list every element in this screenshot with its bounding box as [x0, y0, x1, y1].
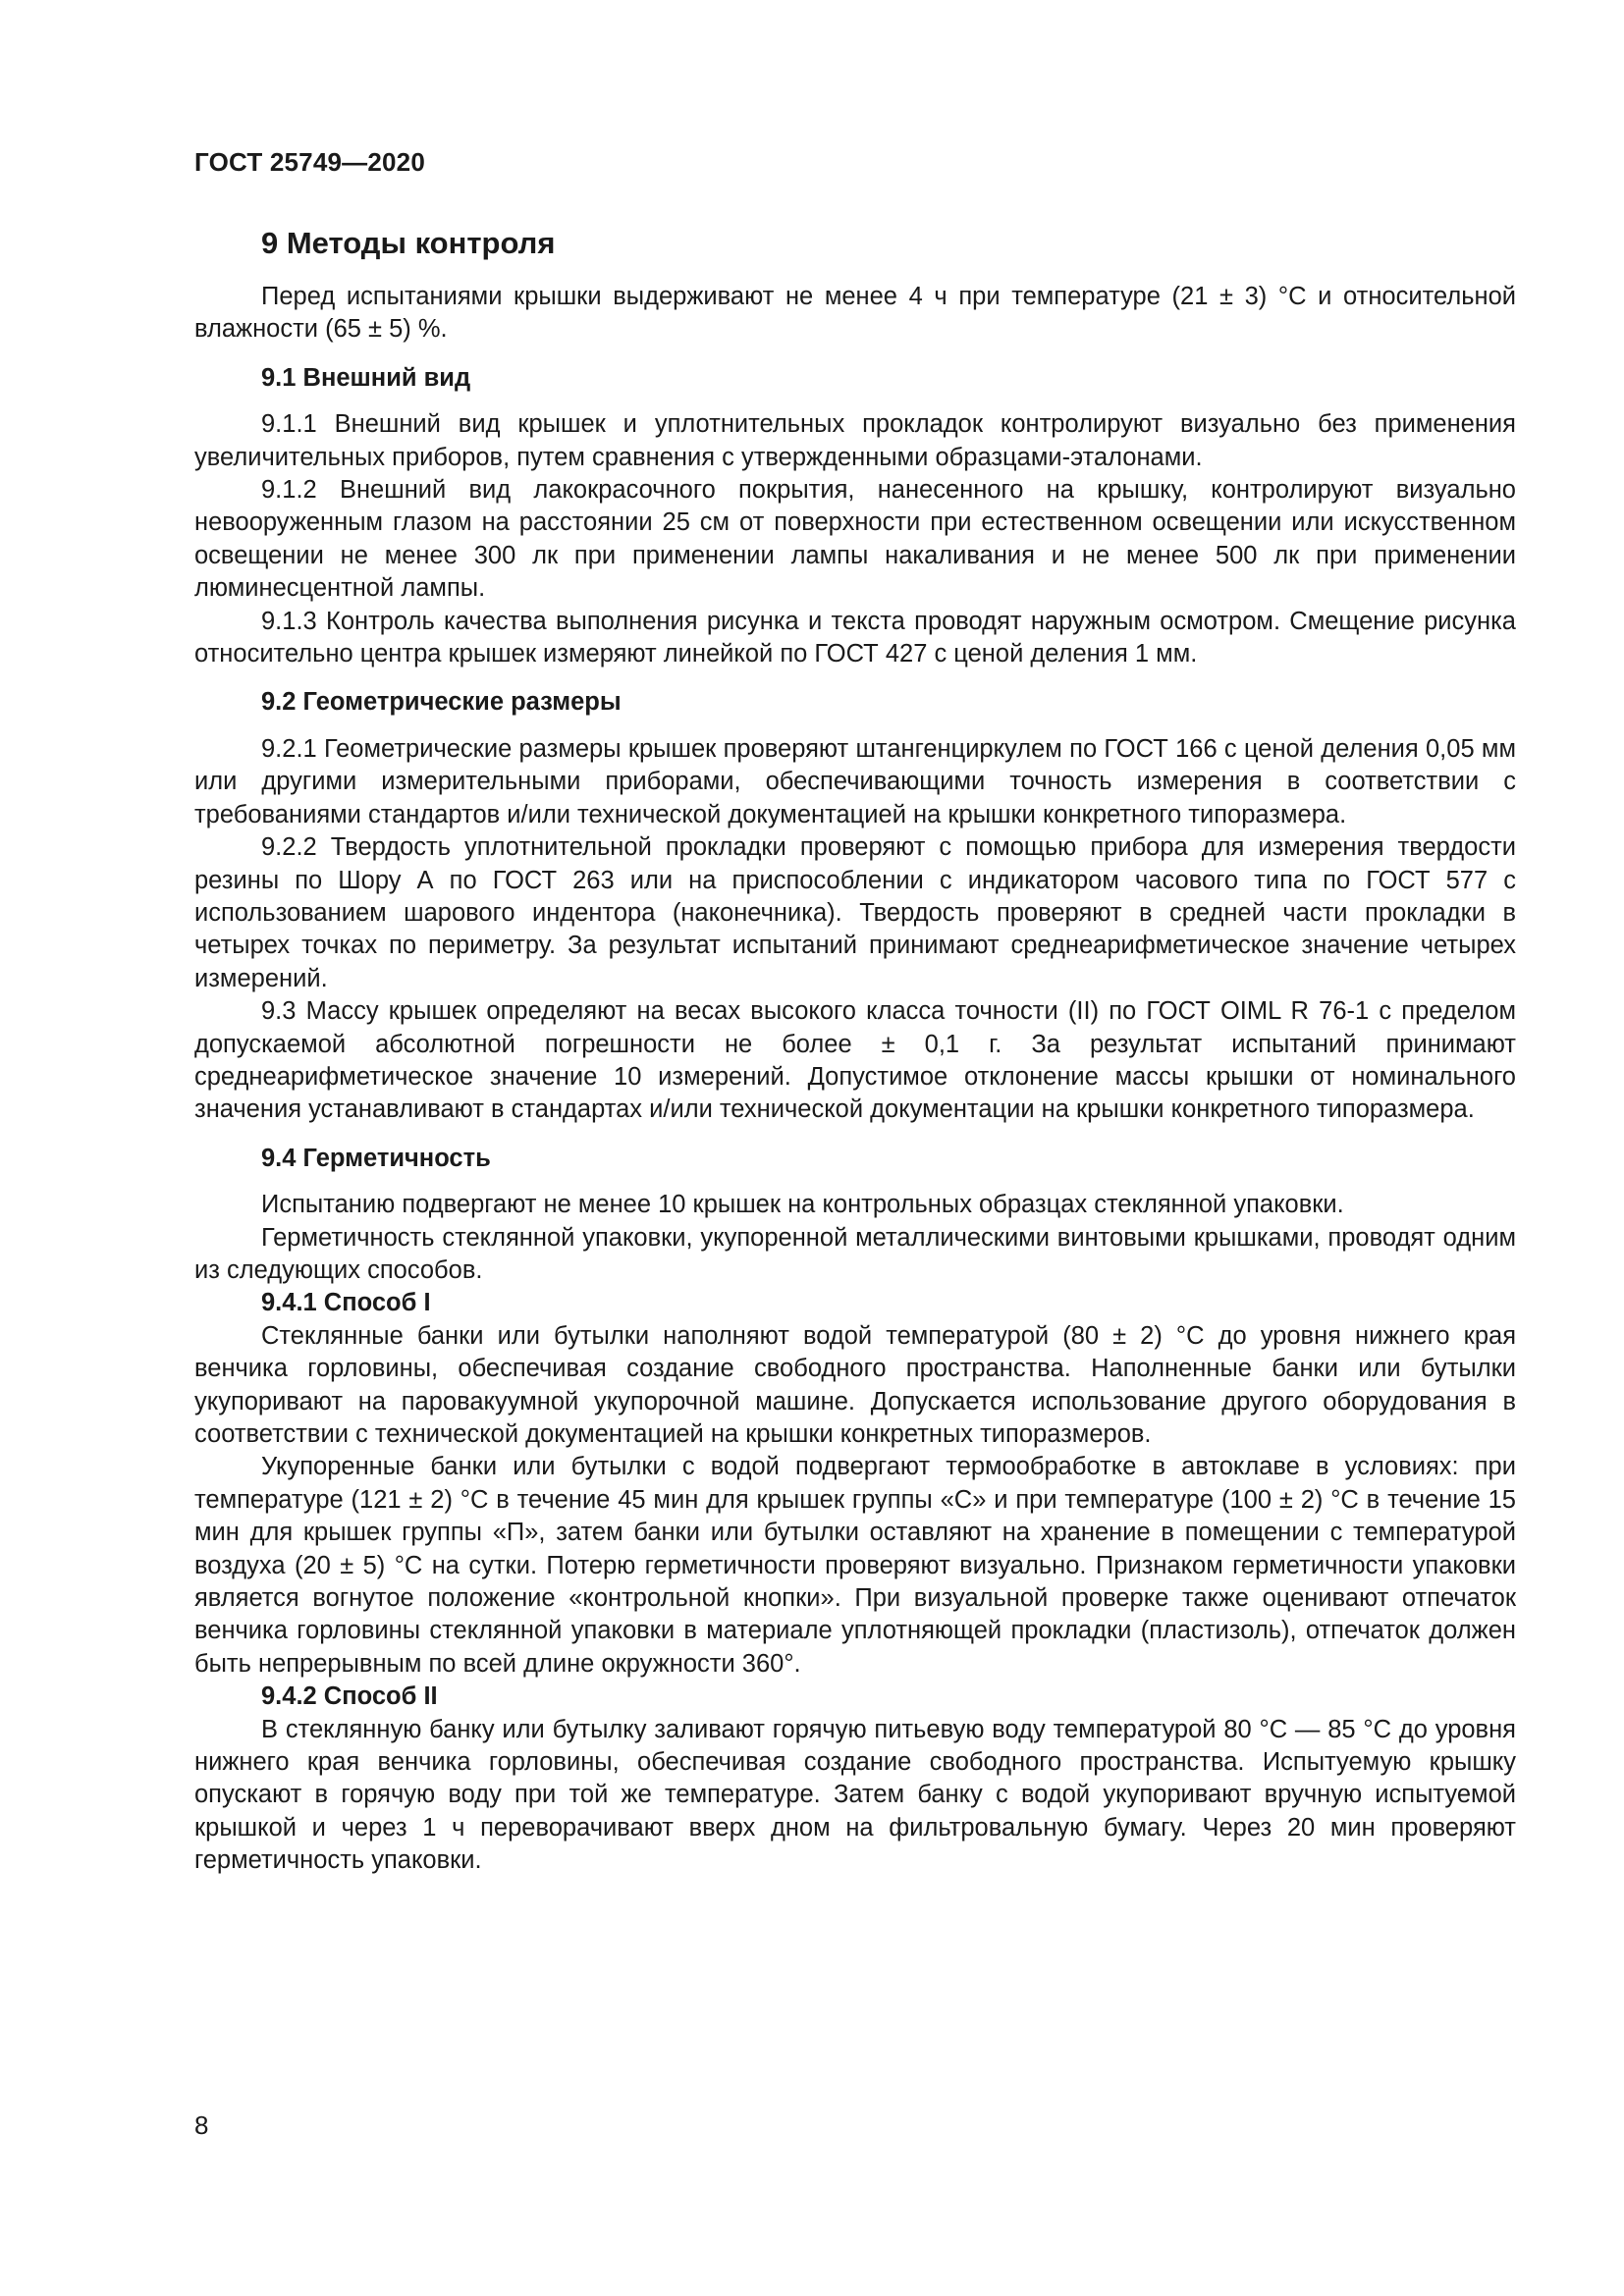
- section-title: 9 Методы контроля: [261, 226, 556, 260]
- method-2-title: 9.4.2 Способ II: [261, 1682, 438, 1711]
- paragraph-9-1-3: 9.1.3 Контроль качества выполнения рисунка и текста проводят наружным осмотром. Смещение рисунка относительно центра крышек измеряют линейкой по ГОСТ 427 с ценой деления 1 мм.: [194, 607, 1516, 668]
- subsection-title-9-1: 9.1 Внешний вид: [261, 363, 471, 392]
- paragraph-9-1-1: 9.1.1 Внешний вид крышек и уплотнительных прокладок контролируют визуально без применения увеличительных приборов, путем сравнения с утвержденными образцами-эталонами.: [194, 410, 1516, 471]
- document-header: ГОСТ 25749—2020: [194, 147, 425, 177]
- paragraph-9-3: 9.3 Массу крышек определяют на весах высокого класса точности (II) по ГОСТ OIML R 76-1 с пределом допускаемой абсолютной погрешности не более ± 0,1 г. За результат испытаний принимают среднеарифметическое значение 10 измерений. Допустимое отклонение массы крышки от номинального значения устанавливают в стандартах и/или технической документации на крышки конкретного типоразмера.: [194, 997, 1516, 1124]
- paragraph-9-4-intro-1: Испытанию подвергают не менее 10 крышек на контрольных образцах стеклянной упаковки.: [261, 1191, 1344, 1219]
- method-1-title: 9.4.1 Способ I: [261, 1289, 431, 1317]
- paragraph-method-1-b: Укупоренные банки или бутылки с водой подвергают термообработке в автоклаве в условиях: при температуре (121 ± 2) °С в течение 45 мин для крышек группы «С» и при температуре (100 ± 2) °С в течение 15 мин для крышек группы «П», затем банки или бутылки оставляют на хранение в помещении с температурой воздуха (20 ± 5) °С на сутки. Потерю герметичности проверяют визуально. Признаком герметичности упаковки является вогнутое положение «контрольной кнопки». При визуальной проверке также оценивают отпечаток венчика горловины стеклянной упаковки в материале уплотняющей прокладки (пластизоль), отпечаток должен быть непрерывным по всей длине окружности 360°.: [194, 1453, 1516, 1678]
- paragraph-9-2-2: 9.2.2 Твердость уплотнительной прокладки проверяют с помощью прибора для измерения твердости резины по Шору А по ГОСТ 263 или на приспособлении с индикатором часового типа по ГОСТ 577 с использованием шарового индентора (наконечника). Твердость проверяют в средней части прокладки в четырех точках по периметру. За результат испытаний принимают среднеарифметическое значение четырех измерений.: [194, 833, 1516, 992]
- paragraph-method-1-a: Стеклянные банки или бутылки наполняют водой температурой (80 ± 2) °С до уровня нижнего края венчика горловины, обеспечивая создание свободного пространства. Наполненные банки или бутылки укупоривают на паровакуумной укупорочной машине. Допускается использование другого оборудования в соответствии с технической документацией на крышки конкретных типоразмеров.: [194, 1321, 1516, 1448]
- paragraph-9-4-intro-2: Герметичность стеклянной упаковки, укупоренной металлическими винтовыми крышками, проводят одним из следующих способов.: [194, 1223, 1516, 1284]
- paragraph-method-2: В стеклянную банку или бутылку заливают горячую питьевую воду температурой 80 °С — 85 °С до уровня нижнего края венчика горловины, обеспечивая создание свободного пространства. Испытуемую крышку опускают в горячую воду при той же температуре. Затем банку с водой укупоривают вручную испытуемой крышкой и через 1 ч переворачивают вверх дном на фильтровальную бумагу. Через 20 мин проверяют герметичность упаковки.: [194, 1715, 1516, 1875]
- page-number: 8: [194, 2110, 209, 2140]
- document-body: [194, 224, 1516, 1878]
- subsection-title-9-2: 9.2 Геометрические размеры: [261, 688, 622, 717]
- paragraph-9-1-2: 9.1.2 Внешний вид лакокрасочного покрытия, нанесенного на крышку, контролируют визуально невооруженным глазом на расстоянии 25 см от поверхности при естественном освещении или искусственном освещении не менее 300 лк при применении лампы накаливания и не менее 500 лк при применении люминесцентной лампы.: [194, 476, 1516, 603]
- section-intro-paragraph: Перед испытаниями крышки выдерживают не менее 4 ч при температуре (21 ± 3) °С и относительной влажности (65 ± 5) %.: [194, 283, 1516, 344]
- subsection-title-9-4: 9.4 Герметичность: [261, 1144, 491, 1172]
- paragraph-9-2-1: 9.2.1 Геометрические размеры крышек проверяют штангенциркулем по ГОСТ 166 с ценой деления 0,05 мм или другими измерительными приборами, обеспечивающими точность измерения в соответствии с требованиями стандартов и/или технической документацией на крышки конкретного типоразмера.: [194, 734, 1516, 828]
